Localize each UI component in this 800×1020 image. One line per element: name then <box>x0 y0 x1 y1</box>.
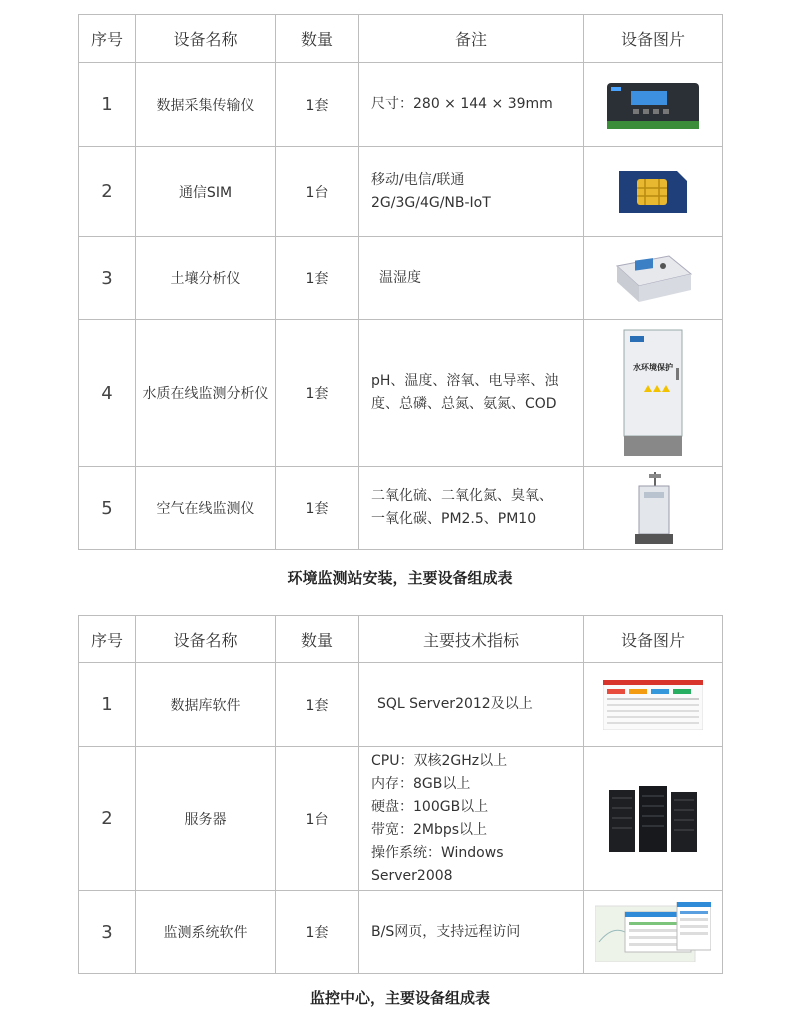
cabinet-label: 水环境保护 <box>633 363 673 372</box>
device-note: SQL Server2012及以上 <box>359 663 584 747</box>
table-row <box>79 891 723 974</box>
device-name: 服务器 <box>136 747 276 891</box>
table-2-caption: 监控中心，主要设备组成表 <box>309 989 490 1007</box>
header-cell: 数量 <box>276 616 359 663</box>
row-number: 1 <box>79 63 136 147</box>
device-name: 水质在线监测分析仪 <box>136 320 276 467</box>
device-name: 土壤分析仪 <box>136 237 276 320</box>
device-quantity: 1套 <box>276 237 359 320</box>
device-name: 数据库软件 <box>136 663 276 747</box>
table-header-row <box>79 616 723 663</box>
row-number: 5 <box>79 467 136 550</box>
device-quantity: 1套 <box>276 320 359 467</box>
device-note: CPU：双核2GHz以上 内存：8GB以上 硬盘：100GB以上 带宽：2Mbps以上 操作系统：Windows Server2008 <box>359 747 584 891</box>
device-note: B/S网页，支持远程访问 <box>359 891 584 974</box>
device-note: 温湿度 <box>359 237 584 320</box>
device-quantity: 1套 <box>276 467 359 550</box>
device-quantity: 1套 <box>276 63 359 147</box>
device-note: 尺寸：280 × 144 × 39mm <box>359 63 584 147</box>
row-number: 2 <box>79 147 136 237</box>
row-number: 2 <box>79 747 136 891</box>
header-cell: 设备名称 <box>136 15 276 63</box>
sim-card-icon <box>617 169 689 215</box>
row-number: 4 <box>79 320 136 467</box>
table-row <box>79 147 723 237</box>
server-rack-icon <box>607 784 699 854</box>
header-cell: 设备图片 <box>584 616 723 663</box>
device-note: pH、温度、溶氧、电导率、浊 度、总磷、总氮、氨氮、COD <box>359 320 584 467</box>
device-quantity: 1套 <box>276 663 359 747</box>
row-number: 3 <box>79 891 136 974</box>
header-cell: 序号 <box>79 616 136 663</box>
header-cell: 数量 <box>276 15 359 63</box>
device-name: 空气在线监测仪 <box>136 467 276 550</box>
data-logger-device-icon <box>605 77 701 133</box>
device-quantity: 1台 <box>276 747 359 891</box>
table-row <box>79 467 723 550</box>
row-number: 1 <box>79 663 136 747</box>
equipment-table-1 <box>78 14 723 550</box>
row-number: 3 <box>79 237 136 320</box>
soil-analyzer-icon <box>611 250 695 306</box>
device-name: 数据采集传输仪 <box>136 63 276 147</box>
device-note: 二氧化硫、二氧化氮、臭氧、 一氧化碳、PM2.5、PM10 <box>359 467 584 550</box>
device-name: 通信SIM <box>136 147 276 237</box>
header-cell: 设备名称 <box>136 616 276 663</box>
monitoring-software-screenshot-icon <box>595 902 711 962</box>
table-row <box>79 63 723 147</box>
table-row <box>79 747 723 891</box>
header-cell: 备注 <box>359 15 584 63</box>
header-cell: 序号 <box>79 15 136 63</box>
device-quantity: 1台 <box>276 147 359 237</box>
device-quantity: 1套 <box>276 891 359 974</box>
header-cell: 设备图片 <box>584 15 723 63</box>
table-1-caption: 环境监测站安装，主要设备组成表 <box>287 569 513 587</box>
equipment-table-2 <box>78 615 723 974</box>
table-header-row <box>79 15 723 63</box>
device-name: 监测系统软件 <box>136 891 276 974</box>
table-row <box>79 237 723 320</box>
header-cell: 主要技术指标 <box>359 616 584 663</box>
database-software-screenshot-icon <box>603 680 703 730</box>
table-row <box>79 320 723 467</box>
air-monitor-icon <box>631 470 675 546</box>
water-quality-cabinet-icon <box>622 328 684 458</box>
device-note: 移动/电信/联通 2G/3G/4G/NB-IoT <box>359 147 584 237</box>
table-row <box>79 663 723 747</box>
